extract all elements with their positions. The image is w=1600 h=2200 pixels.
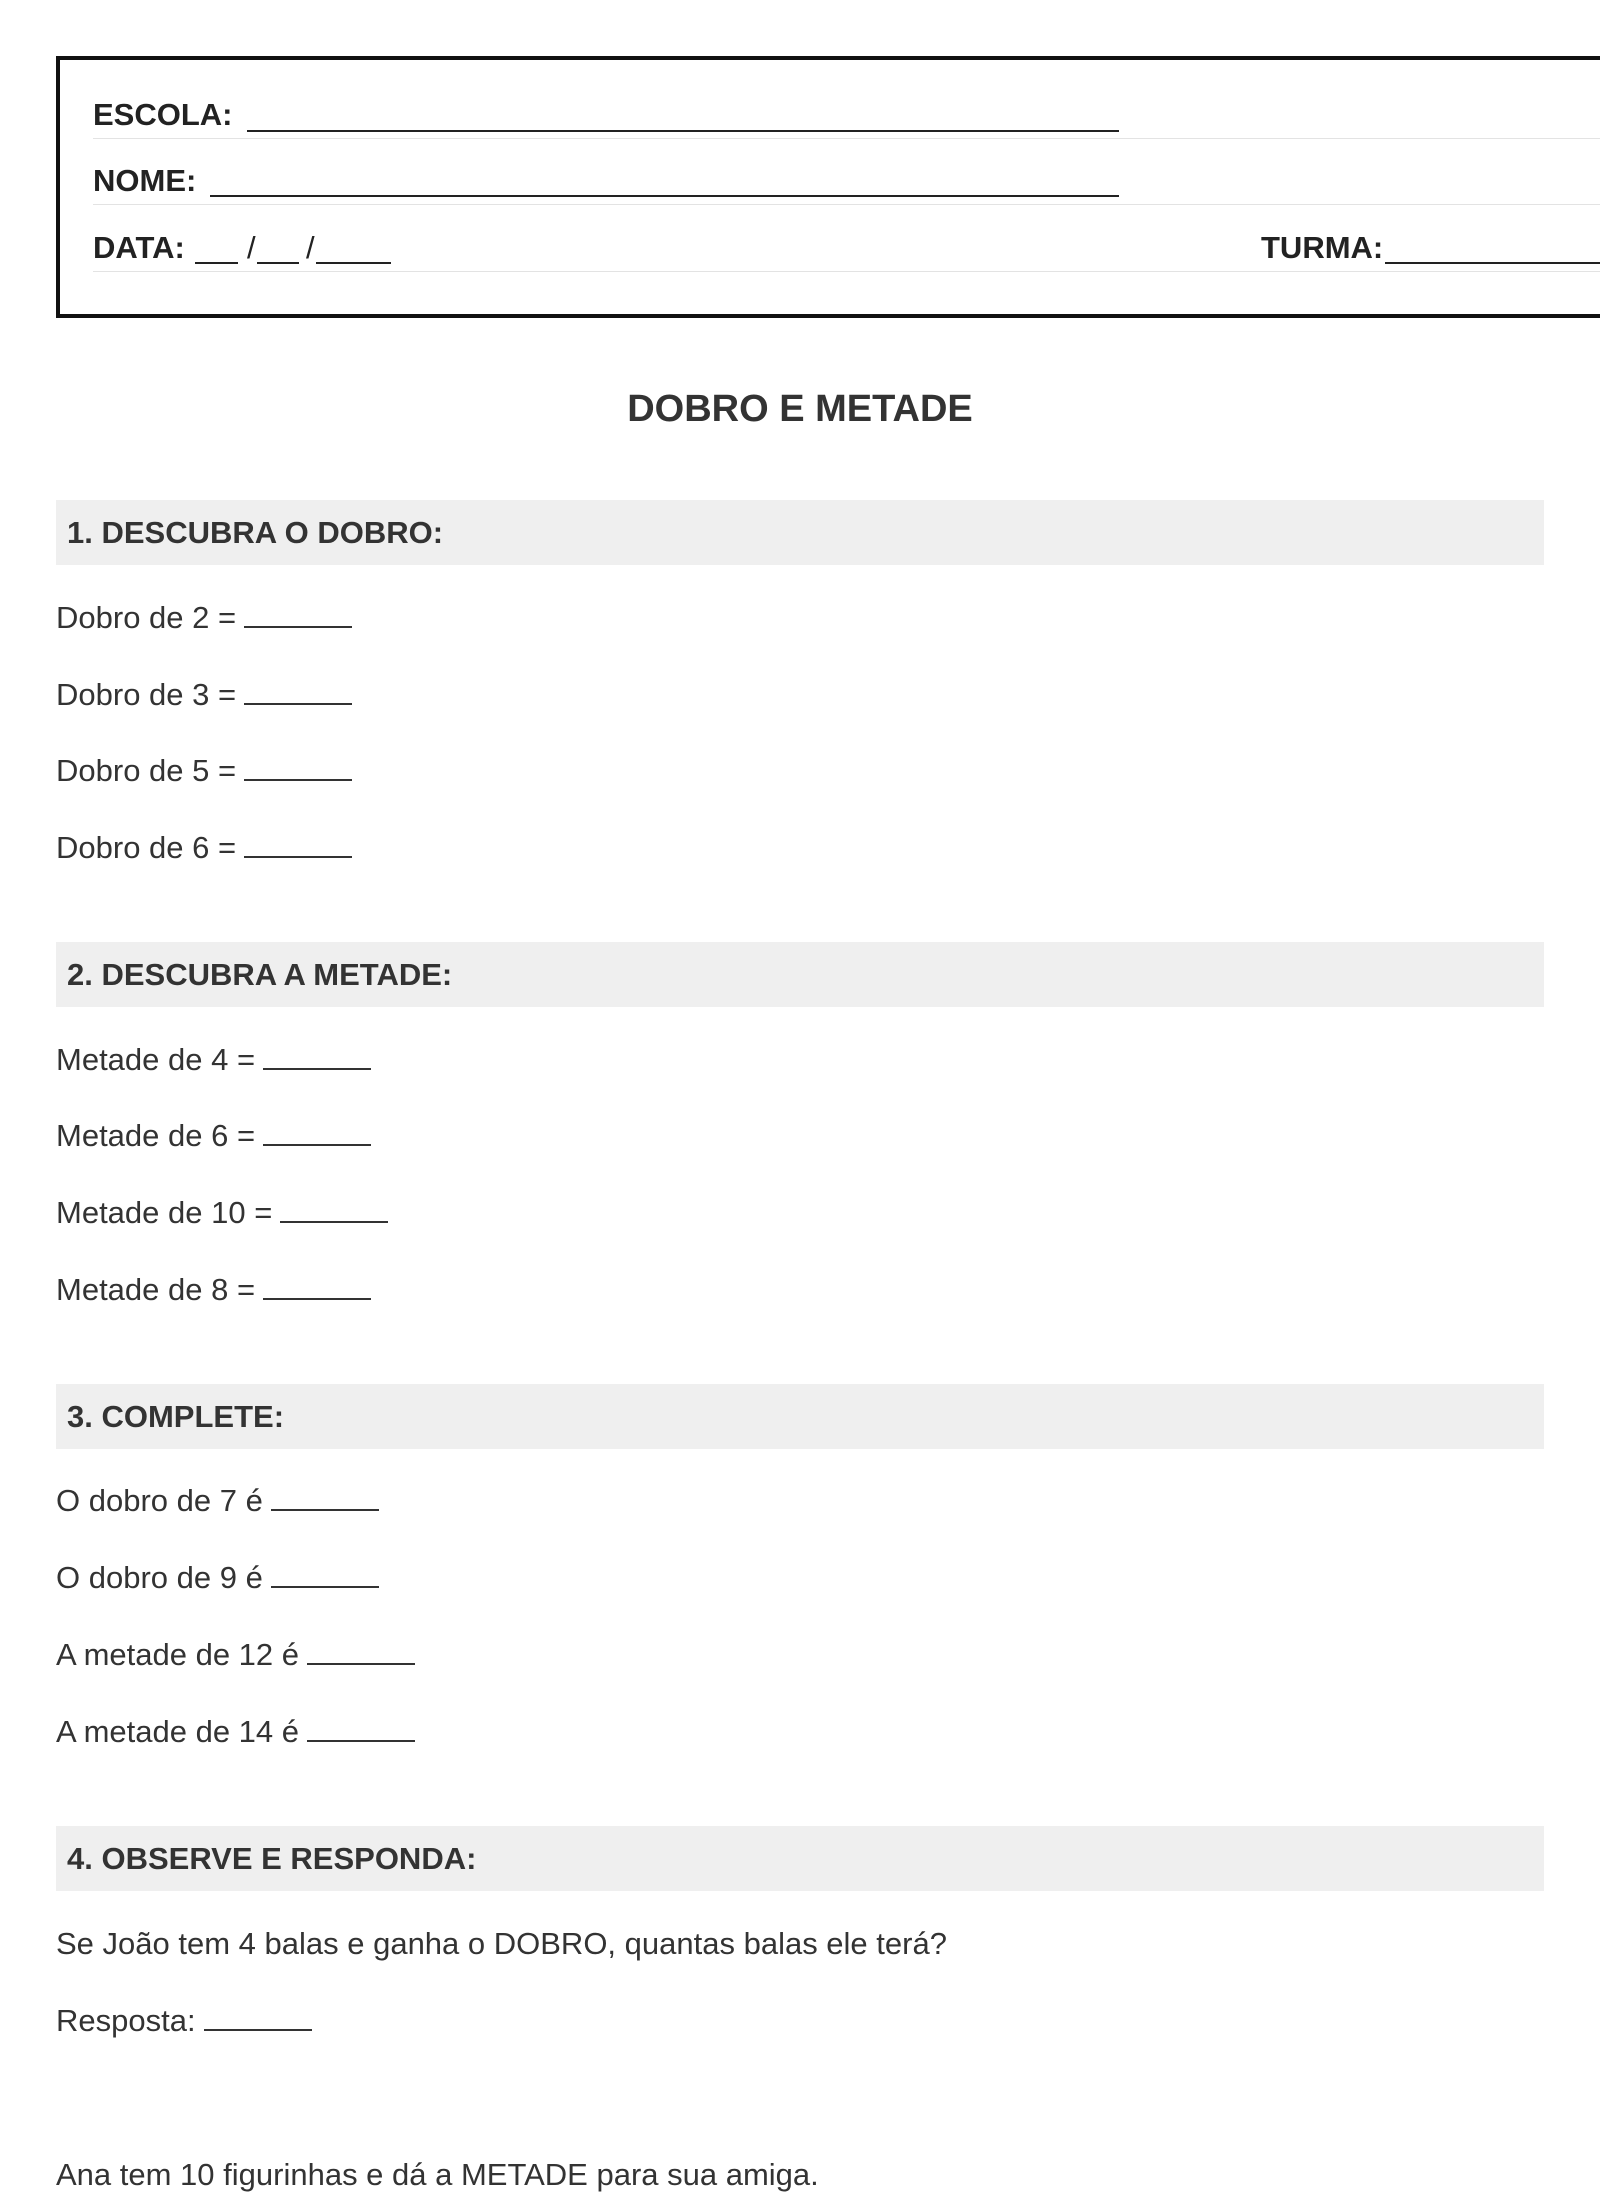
exercise-item <box>56 1118 371 1154</box>
escola-field[interactable] <box>247 130 1119 132</box>
data-label: DATA: <box>93 230 185 265</box>
section-title: 3. COMPLETE: <box>67 1399 285 1434</box>
answer-blank[interactable] <box>307 1639 415 1665</box>
data-day-field[interactable] <box>195 262 238 264</box>
exercise-text: Dobro de 2 = <box>56 600 237 635</box>
answer-blank[interactable] <box>204 2005 312 2031</box>
answer-blank[interactable] <box>263 1120 371 1146</box>
answer-blank[interactable] <box>263 1044 371 1070</box>
nome-field[interactable] <box>210 195 1119 197</box>
answer-blank[interactable] <box>244 679 352 705</box>
answer-blank[interactable] <box>271 1562 379 1588</box>
data-year-field[interactable] <box>316 262 391 264</box>
exercise-item <box>56 677 352 713</box>
word-problem: Ana tem 10 figurinhas e dá a METADE para sua amiga. <box>56 2157 819 2192</box>
answer-blank[interactable] <box>280 1197 388 1223</box>
answer-blank[interactable] <box>263 1274 371 1300</box>
answer-blank[interactable] <box>271 1485 379 1511</box>
page-title: DOBRO E METADE <box>627 388 973 430</box>
exercise-item <box>56 600 352 636</box>
answer-line <box>56 2003 312 2039</box>
exercise-item <box>56 753 352 789</box>
exercise-text: A metade de 14 é <box>56 1714 300 1749</box>
divider <box>93 271 1600 272</box>
section-title: 4. OBSERVE E RESPONDA: <box>67 1841 477 1876</box>
answer-blank[interactable] <box>244 602 352 628</box>
escola-label: ESCOLA: <box>93 97 233 132</box>
exercise-item <box>56 1272 371 1308</box>
data-separator: / <box>306 230 315 265</box>
section-header <box>56 500 1544 565</box>
divider <box>93 204 1600 205</box>
exercise-text: Dobro de 6 = <box>56 830 237 865</box>
exercise-text: A metade de 12 é <box>56 1637 300 1672</box>
exercise-item <box>56 1637 415 1673</box>
exercise-item <box>56 1560 379 1596</box>
answer-blank[interactable] <box>244 832 352 858</box>
exercise-text: Dobro de 3 = <box>56 677 237 712</box>
nome-label: NOME: <box>93 163 197 198</box>
student-info-box <box>56 56 1600 318</box>
divider <box>93 138 1600 139</box>
exercise-text: Dobro de 5 = <box>56 753 237 788</box>
answer-blank[interactable] <box>307 1716 415 1742</box>
exercise-text: Metade de 4 = <box>56 1042 256 1077</box>
exercise-item <box>56 1483 379 1519</box>
data-month-field[interactable] <box>257 262 299 264</box>
exercise-item <box>56 1195 388 1231</box>
section-header <box>56 942 1544 1007</box>
section-title: 1. DESCUBRA O DOBRO: <box>67 515 444 550</box>
exercise-item <box>56 1714 415 1750</box>
exercise-text: O dobro de 7 é <box>56 1483 263 1518</box>
turma-label: TURMA: <box>1261 230 1384 265</box>
section-title: 2. DESCUBRA A METADE: <box>67 957 453 992</box>
word-problem: Se João tem 4 balas e ganha o DOBRO, quantas balas ele terá? <box>56 1926 947 1961</box>
exercise-text: Metade de 8 = <box>56 1272 256 1307</box>
exercise-text: O dobro de 9 é <box>56 1560 263 1595</box>
data-separator: / <box>247 230 256 265</box>
exercise-item <box>56 1042 371 1078</box>
answer-label: Resposta: <box>56 2003 196 2038</box>
exercise-text: Metade de 10 = <box>56 1195 273 1230</box>
section-header <box>56 1826 1544 1891</box>
section-header <box>56 1384 1544 1449</box>
turma-field[interactable] <box>1385 262 1600 264</box>
exercise-text: Metade de 6 = <box>56 1118 256 1153</box>
exercise-item <box>56 830 352 866</box>
answer-blank[interactable] <box>244 755 352 781</box>
